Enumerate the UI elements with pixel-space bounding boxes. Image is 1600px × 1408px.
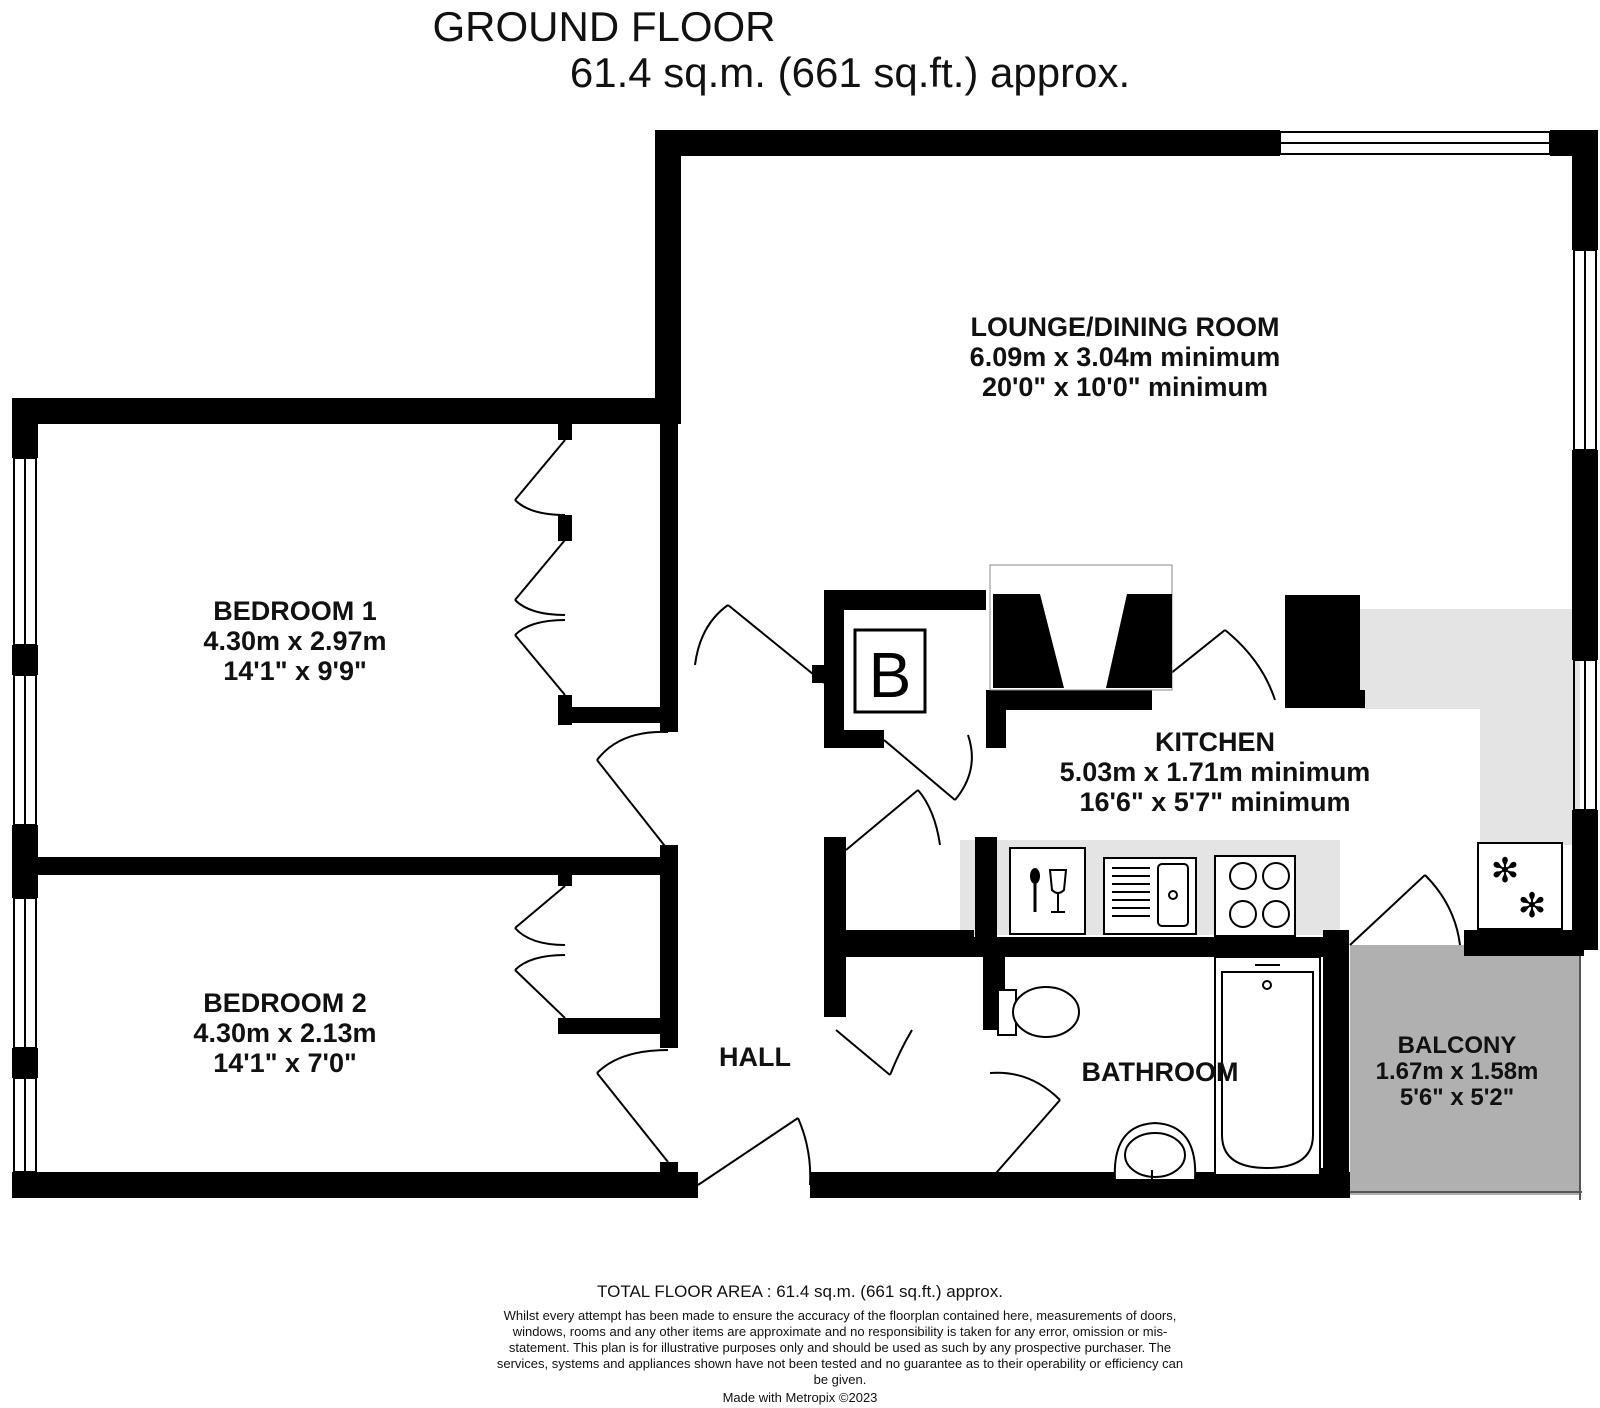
- bedroom2-metric: 4.30m x 2.13m: [193, 1018, 377, 1048]
- washbasin-icon: [1115, 1123, 1195, 1180]
- bedroom2-imperial: 14'1" x 7'0": [213, 1048, 357, 1078]
- kitchen-name: KITCHEN: [1155, 727, 1275, 757]
- lounge-name: LOUNGE/DINING ROOM: [970, 312, 1280, 342]
- bathroom-name: BATHROOM: [1081, 1057, 1239, 1087]
- footer-total-area: TOTAL FLOOR AREA : 61.4 sq.m. (661 sq.ft.) approx.: [597, 1282, 1003, 1301]
- bedroom1-imperial: 14'1" x 9'9": [223, 656, 367, 686]
- bathroom-label: [1060, 1057, 1260, 1087]
- toilet-icon: [998, 987, 1079, 1037]
- balcony-imperial: 5'6" x 5'2": [1399, 1084, 1515, 1111]
- hall-label: [700, 1042, 810, 1072]
- svg-text:✻: ✻: [1517, 886, 1547, 926]
- wine-cooler-icon: [1010, 848, 1085, 934]
- floor-title: GROUND FLOOR: [432, 3, 776, 50]
- balcony-metric: 1.67m x 1.58m: [1375, 1058, 1539, 1085]
- lounge-metric: 6.09m x 3.04m minimum: [969, 342, 1281, 372]
- lounge-imperial: 20'0" x 10'0" minimum: [981, 372, 1269, 402]
- bedroom1-metric: 4.30m x 2.97m: [203, 626, 387, 656]
- boiler-label: B: [868, 639, 912, 711]
- hob-icon: [1215, 856, 1295, 936]
- footer-disclaimer: Whilst every attempt has been made to ensure the accuracy of the floorplan contained here, measurements of doors, windows, rooms and any other items are approximate and no responsibility is taken for any error, omission or mis-statement. This plan is for illustrative purposes only and should be used as such by any prospective purchaser. The services, systems and appliances shown have not been tested and no guarantee as to their operability or efficiency can be given.: [496, 1308, 1184, 1387]
- kitchen-metric: 5.03m x 1.71m minimum: [1059, 757, 1371, 787]
- svg-text:✻: ✻: [1490, 851, 1520, 891]
- lounge-label: [940, 312, 1310, 402]
- bedroom2-label: [140, 988, 430, 1078]
- hall-name: HALL: [719, 1042, 791, 1072]
- kitchen-label: [1030, 727, 1400, 817]
- kitchen-sink-icon: [1104, 858, 1196, 934]
- balcony-label: [1357, 1033, 1557, 1111]
- kitchen-imperial: 16'6" x 5'7" minimum: [1079, 787, 1351, 817]
- bedroom2-name: BEDROOM 2: [203, 988, 367, 1018]
- balcony-name: BALCONY: [1397, 1032, 1517, 1059]
- fridge-freezer-icon: [1478, 843, 1562, 929]
- bedroom1-name: BEDROOM 1: [213, 596, 377, 626]
- floor-area: 61.4 sq.m. (661 sq.ft.) approx.: [569, 49, 1131, 96]
- bedroom1-label: [150, 596, 440, 686]
- footer-credit: Made with Metropix ©2023: [722, 1390, 878, 1405]
